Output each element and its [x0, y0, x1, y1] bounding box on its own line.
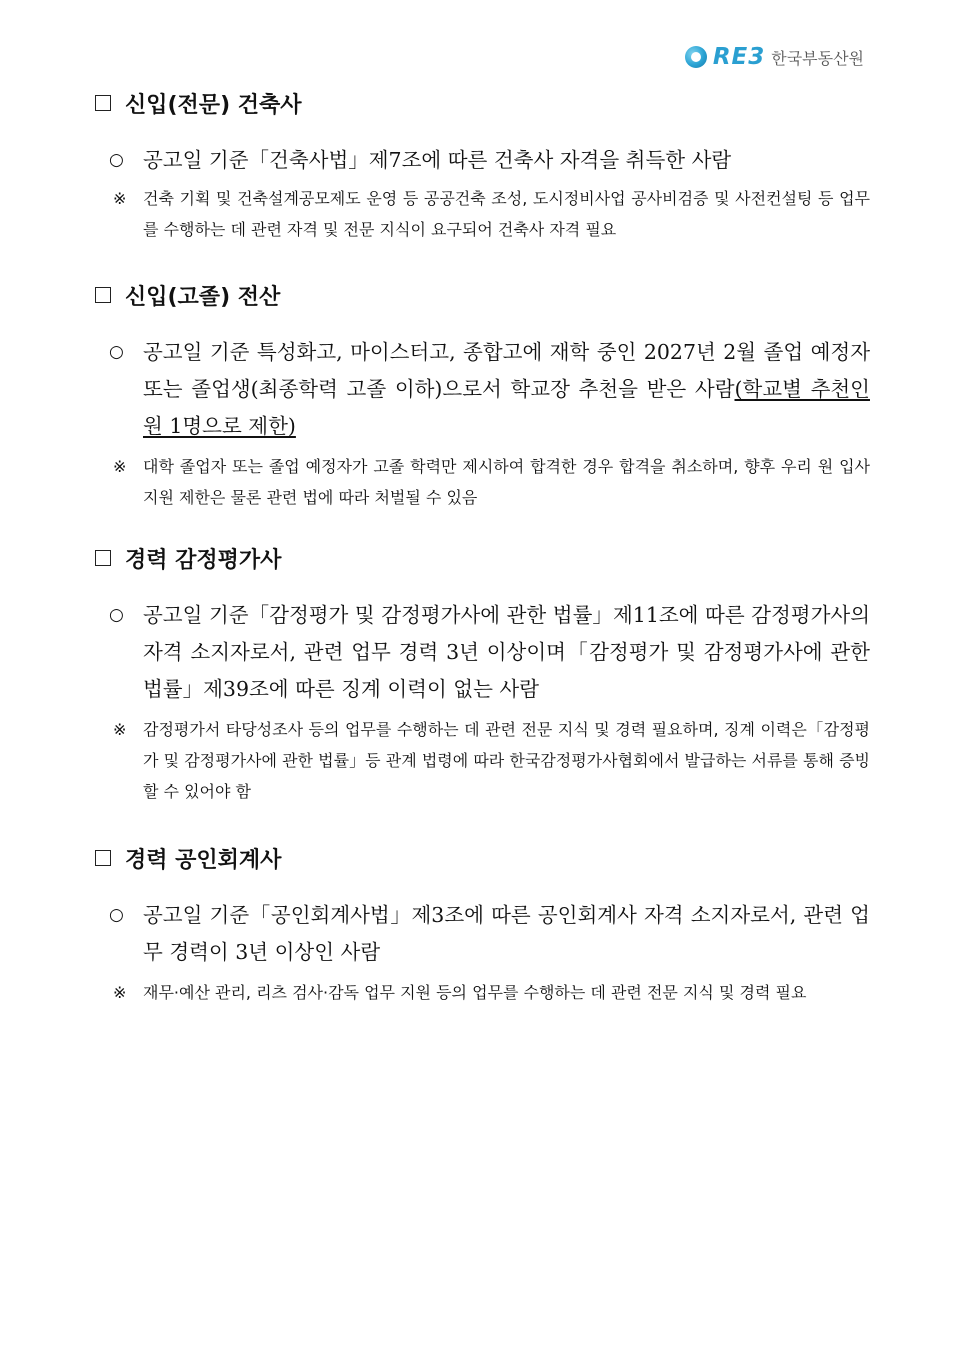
- section-title: 신입(고졸) 전산: [95, 280, 870, 310]
- bullet-item: ○ 공고일 기준 특성화고, 마이스터고, 종합고에 재학 중인 2027년 2월 졸업 예정자 또는 졸업생(최종학력 고졸 이하)으로서 학교장 추천을 받은 사람(학교별 추천인원 1명으로 제한): [95, 334, 870, 445]
- checkbox-square-icon: [95, 550, 111, 566]
- logo-text: RE3: [712, 44, 766, 70]
- underlined-restriction: (학교별 추천인원 1명으로 제한): [143, 377, 870, 438]
- circle-bullet-icon: ○: [109, 605, 124, 625]
- circle-bullet-icon: ○: [109, 150, 124, 170]
- reference-mark-icon: ※: [113, 457, 127, 476]
- circle-bullet-icon: ○: [109, 342, 124, 362]
- checkbox-square-icon: [95, 850, 111, 866]
- section-title: 신입(전문) 건축사: [95, 88, 870, 118]
- reference-mark-icon: ※: [113, 720, 127, 739]
- header-logo: [685, 44, 864, 70]
- section-title: 경력 공인회계사: [95, 843, 870, 873]
- section-title: 경력 감정평가사: [95, 543, 870, 573]
- reference-mark-icon: ※: [113, 983, 127, 1002]
- note-item: ※ 재무·예산 관리, 리츠 검사·감독 업무 지원 등의 업무를 수행하는 데 관련 전문 지식 및 경력 필요: [95, 977, 870, 1008]
- org-name: 한국부동산원: [771, 48, 864, 68]
- logo-icon: [685, 46, 707, 68]
- checkbox-square-icon: [95, 95, 111, 111]
- note-item: ※ 감정평가서 타당성조사 등의 업무를 수행하는 데 관련 전문 지식 및 경력 필요하며, 징계 이력은「감정평가 및 감정평가사에 관한 법률」등 관계 법령에 따라 한국감정평가사협회에서 발급하는 서류를 통해 증빙할 수 있어야 함: [95, 714, 870, 807]
- section-it-highschool: [95, 280, 870, 513]
- section-appraiser: [95, 543, 870, 807]
- note-item: ※ 대학 졸업자 또는 졸업 예정자가 고졸 학력만 제시하여 합격한 경우 합격을 취소하며, 향후 우리 원 입사 지원 제한은 물론 관련 법에 따라 처벌될 수 있음: [95, 451, 870, 513]
- note-item: ※ 건축 기획 및 건축설계공모제도 운영 등 공공건축 조성, 도시정비사업 공사비검증 및 사전컨설팅 등 업무를 수행하는 데 관련 자격 및 전문 지식이 요구되어 건축사 자격 필요: [95, 183, 870, 245]
- checkbox-square-icon: [95, 287, 111, 303]
- circle-bullet-icon: ○: [109, 905, 124, 925]
- reference-mark-icon: ※: [113, 189, 127, 208]
- section-accountant: [95, 843, 870, 1008]
- bullet-item: ○ 공고일 기준「감정평가 및 감정평가사에 관한 법률」제11조에 따른 감정평가사의 자격 소지자로서, 관련 업무 경력 3년 이상이며「감정평가 및 감정평가사에 관한 법률」제39조에 따른 징계 이력이 없는 사람: [95, 597, 870, 708]
- bullet-item: ○ 공고일 기준「건축사법」제7조에 따른 건축사 자격을 취득한 사람: [95, 142, 870, 179]
- bullet-item: ○ 공고일 기준「공인회계사법」제3조에 따른 공인회계사 자격 소지자로서, 관련 업무 경력이 3년 이상인 사람: [95, 897, 870, 971]
- section-architect: [95, 88, 870, 245]
